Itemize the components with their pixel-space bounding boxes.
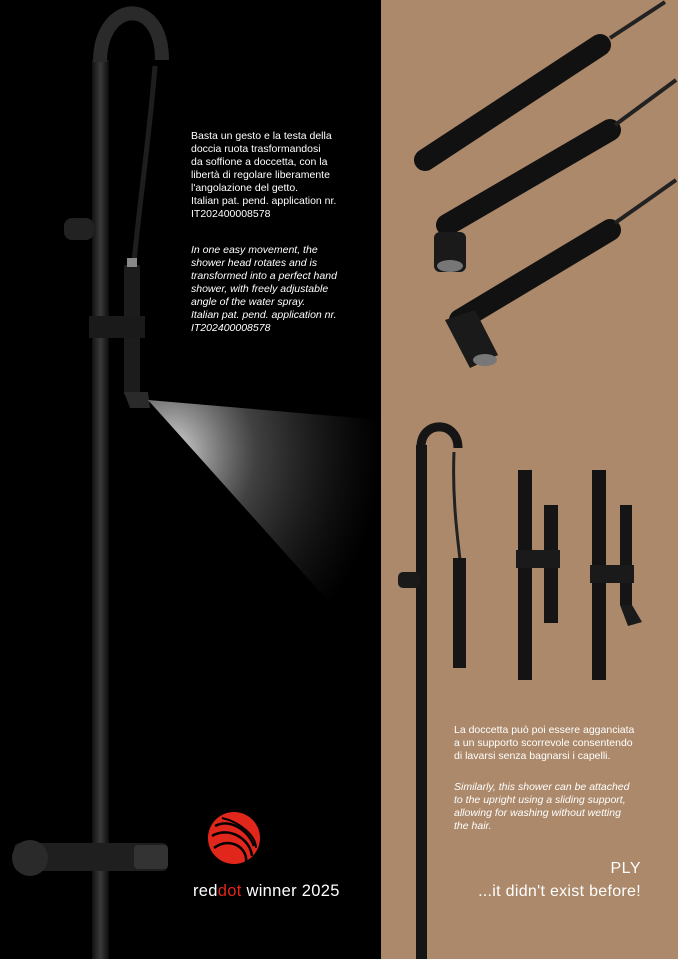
intro-text-italian	[191, 130, 371, 221]
intro-it-line: IT202400008578	[191, 208, 271, 220]
mixer-knob-right	[134, 845, 168, 869]
intro-it-line: da soffione a doccetta, con la	[191, 156, 328, 168]
wall-bracket	[64, 218, 94, 240]
sliding-support	[89, 316, 145, 338]
support-it-line: La doccetta può poi essere agganciata	[454, 724, 635, 736]
intro-it-line: Italian pat. pend. application nr.	[191, 195, 337, 207]
support-en-line: the hair.	[454, 820, 492, 832]
mixer-knob-left	[12, 840, 48, 876]
support-en-line: Similarly, this shower can be attached	[454, 781, 630, 793]
support-text-english	[454, 781, 654, 833]
support-text-italian	[454, 724, 654, 763]
support-it-line: di lavarsi senza bagnarsi i capelli.	[454, 750, 611, 762]
brand-name: PLY	[610, 860, 641, 877]
shower-head-closeups	[425, 2, 676, 368]
shower-arc	[100, 13, 162, 62]
water-spray	[148, 400, 381, 660]
sliding-support-closeups	[516, 470, 642, 680]
intro-it-line: l'angolazione del getto.	[191, 182, 299, 194]
intro-it-line: doccia ruota trasformandosi	[191, 143, 321, 155]
support-en-line: to the upright using a sliding support,	[454, 794, 626, 806]
intro-en-line: angle of the water spray.	[191, 296, 306, 308]
shower-nozzle	[124, 392, 150, 408]
support-it-line: a un supporto scorrevole consentendo	[454, 737, 633, 749]
award-red: red	[193, 882, 218, 900]
reddot-logo-icon	[208, 812, 260, 864]
hose-connector	[127, 258, 137, 267]
intro-en-line: transformed into a perfect hand	[191, 270, 337, 282]
intro-it-line: Basta un gesto e la testa della	[191, 130, 332, 142]
intro-text-english	[191, 244, 371, 335]
shower-pole	[92, 60, 109, 959]
shower-hose	[134, 66, 155, 262]
intro-en-line: Italian pat. pend. application nr.	[191, 309, 337, 321]
intro-it-line: libertà di regolare liberamente	[191, 169, 330, 181]
intro-en-line: shower, with freely adjustable	[191, 283, 329, 295]
award-rest: winner 2025	[241, 882, 340, 900]
reddot-award-text	[193, 882, 340, 901]
support-en-line: allowing for washing without wetting	[454, 807, 621, 819]
intro-en-line: In one easy movement, the	[191, 244, 318, 256]
right-shower-upright	[398, 427, 466, 959]
brand-tagline: ...it didn't exist before!	[478, 883, 641, 900]
intro-en-line: IT202400008578	[191, 322, 271, 334]
award-dot: dot	[217, 882, 242, 900]
intro-en-line: shower head rotates and is	[191, 257, 318, 269]
